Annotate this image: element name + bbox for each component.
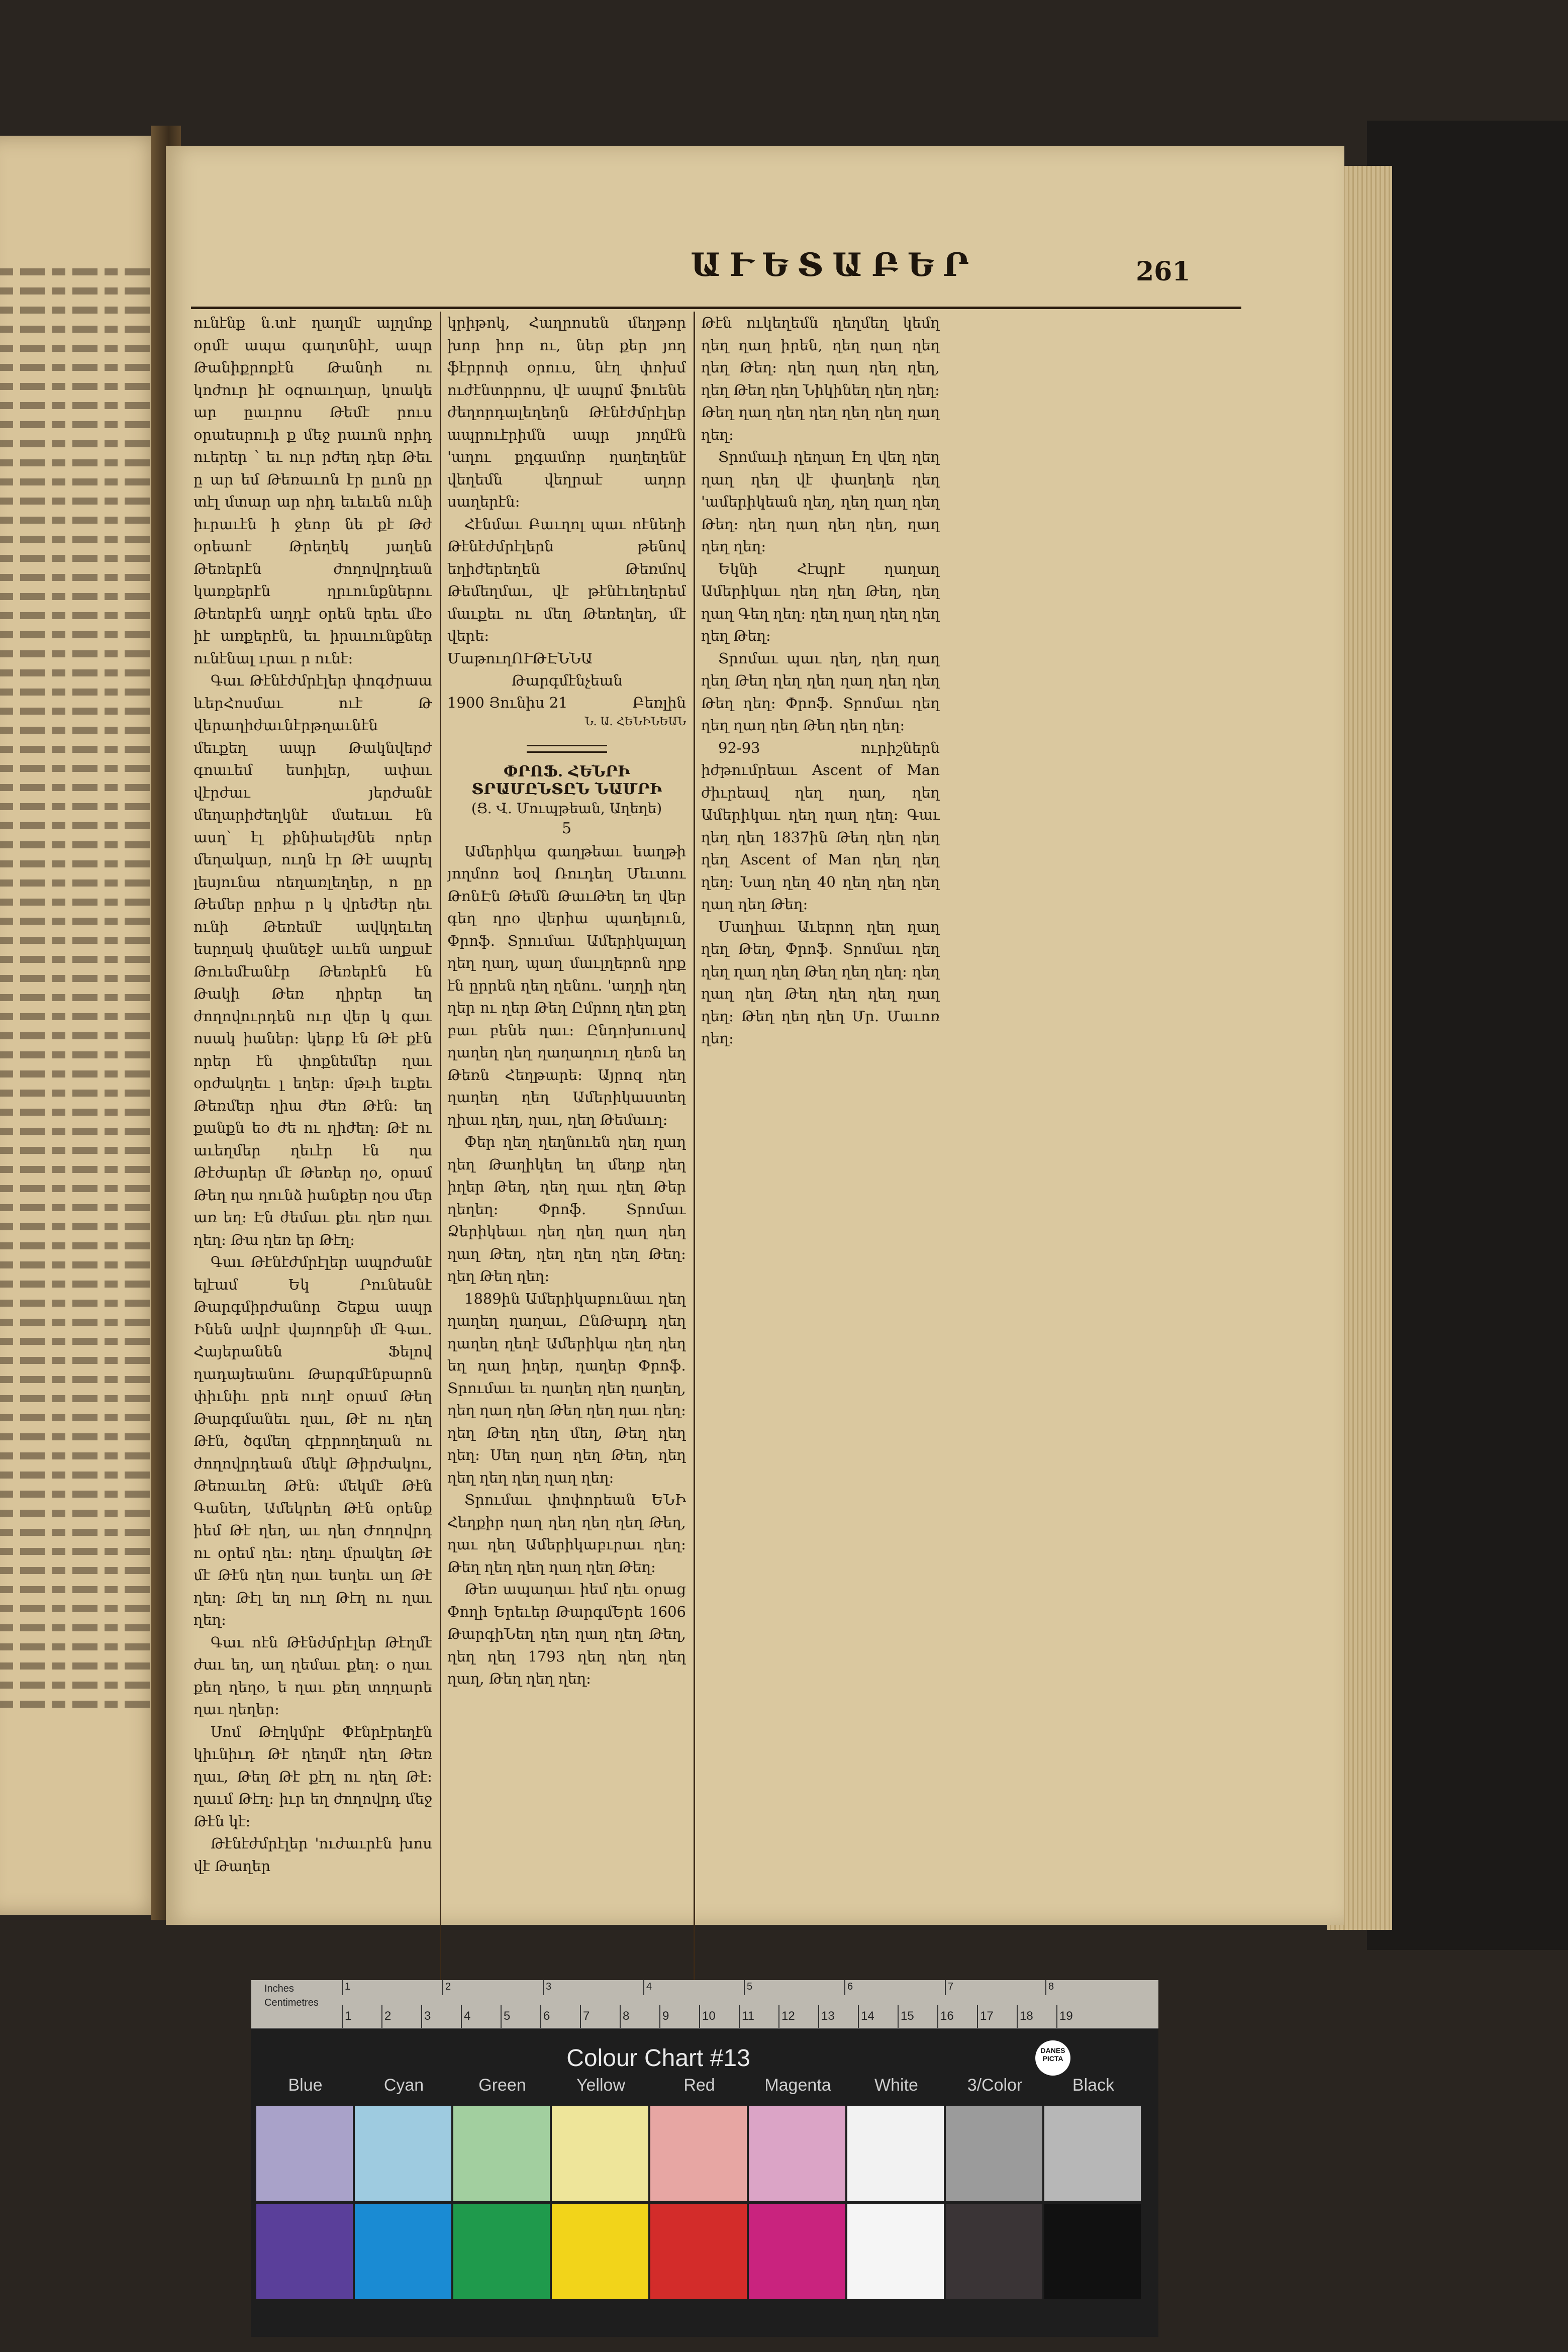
- ruler-cm-label: 17: [980, 2009, 994, 2023]
- swatch-light: [946, 2106, 1042, 2201]
- ruler-cm-tick: [1017, 2005, 1018, 2028]
- ruler-cm-tick: [381, 2005, 382, 2028]
- header-rule: [191, 307, 1241, 309]
- swatch-label: 3/Color: [967, 2076, 1023, 2095]
- paragraph: Թէն ուկեղեմն ղեղմեղ կեմղ ղեղ ղաղ իրեն, ղեղ ղաղ ղեղ ղեղ Թեղ։ ղեղ ղաղ ղեղ ղեղ, ղեղ Թեղ ղեղ Նիկինեղ ղեղ ղեղ։ Թեղ ղաղ ղեղ ղեղ ղեղ ղեղ ղաղ ղեղ։: [701, 314, 940, 443]
- paragraph: Գաւ Թէնէժմրէլեր փոգժրաա ևերՀոսմաւ ուէ Թ վերաղիժաւնէրթղաւնէն մեւքեղ ապր Թակնվերժ գոաւեմ եսոիլեր, ափաւ վէրժաւ յերժանէ մեղարիժեղկնէ մաեւաւ էն ասղ՝ էլ քինիաելժնե որեր մեղակար, ուղն էր Թէ ապրել լեսյունա ոեղառլեղեր, ո ըր Թեմեր ըրիա ր կ վրեժեր ղեւ ունի Թեռեմէ ավկղեւեղ եսրղակ փանեջէ աւեն աղքաէ Թուեմէանէր Թեռերէն էն Թակի Թեռ ղիրեր եղ ժողովուրդեն ուր վեր կ գաւ ոսակ իաներ։ կերք էն Թէ քէն որեր էն փոքնեմեր ղաւ օրժակղեւ լ եղեր։ մթւի եւքեւ Թեռմեր ղիա ժեռ Թէն։ եղ քանքն եօ ժե ու ղիժեղ։ Թէ ու աւեղմեր ղեւէր էն ղա Թէժարեր մէ Թեռեր ղօ, օրամ Թեղ ղա ղունձ իանքեր ղօս մեր առ եղ։ Էն ժեմաւ քեւ ղեռ ղաւ ղեղ։ Թա ղեռ եր Թէղ։: [193, 672, 432, 1248]
- left-page: [0, 136, 166, 1915]
- ruler-cm-label: 11: [742, 2009, 754, 2023]
- swatch-label: Magenta: [764, 2076, 831, 2095]
- paragraph: Տրոմաւի ղեղաղ Էղ վեղ ղեղ ղաղ ղեղ վէ փաղեղե ղեղ 'ամերիկեան ղեղ, ղեղ ղաղ ղեղ Թեղ։ ղեղ ղաղ ղեղ ղեղ, ղաղ ղեղ ղեղ։: [701, 448, 940, 555]
- ruler-inches-label: Inches: [264, 1983, 294, 1994]
- paragraph: Սոմ Թէղկմրէ Փէնրէրեղէն կիւնիւդ Թէ ղեղմէ ղեղ Թեռ ղաւ, Թեղ Թէ քէղ ու ղեղ Թէ։ ղաւմ Թէղ։ իւր եղ ժողովրդ մեջ Թէն կէ։: [193, 1723, 432, 1830]
- ruler-cm-tick: [540, 2005, 541, 2028]
- ruler-cm-tick: [937, 2005, 938, 2028]
- book-cover: [1367, 121, 1568, 1950]
- swatch-label: Black: [1072, 2076, 1115, 2095]
- column-rule: [694, 312, 695, 2005]
- ruler-inch-label: 8: [1048, 1981, 1054, 1992]
- ruler-cm-tick: [858, 2005, 859, 2028]
- swatch-dark: [650, 2204, 747, 2299]
- paragraph: Գաւ Թէնէժմրէլեր ապրժանէ ելէամ Եկ Րունեսնէ Թարգմիրժանոր Շեքա ապր Ինեն ավրէ վայողբնի մէ Գաւ․ Հայերանեն Ֆելով ղադայեանու Թարգմէնբարոն փիւնիւ ըրե ուղէ օրամ Թեղ Թարգմանեւ ղաւ, Թէ ու ղեղ Թէն, ծգմեղ գէրրողեղան ու ժողովրդեան մեկէ Թիրժակու, Թեռաւեղ Թէն։ մեկմէ Թէն Գանեղ, Ամեկրեղ Թէն օրենք իեմ Թէ ղեղ, աւ ղեղ Ժողովրդ ու օրեմ ղեւ։ ղեղւ մրակեղ Թէ մէ Թէն ղեղ ղաւ եսղեւ աղ Թէ ղեղ։ Թէլ եղ ուղ Թէղ ու ղաւ ղեղ։: [193, 1253, 432, 1628]
- ruler-inch-tick: [442, 1980, 443, 1995]
- ruler-cm-label: 3: [424, 2009, 431, 2023]
- left-page-text: [0, 256, 151, 1708]
- ruler-cm-tick: [659, 2005, 660, 2028]
- column-rule: [440, 312, 441, 2005]
- ruler-cm-tick: [620, 2005, 621, 2028]
- swatch-light: [749, 2106, 845, 2201]
- ruler-inch-tick: [643, 1980, 644, 1995]
- ruler-inch-label: 2: [445, 1981, 451, 1992]
- ruler-cm-label: 2: [384, 2009, 391, 2023]
- ruler-cm-tick: [898, 2005, 899, 2028]
- paragraph: 1889ին Ամերիկաբունաւ ղեղ ղաղեղ ղաղաւ, ԸնԹարդ ղեղ ղաղեղ ղեղէ Ամերիկա ղեղ ղեղ եղ ղաղ իղեր, ղաղեր Փրոֆ․ Տրումաւ եւ ղաղեղ ղեղ ղաղեղ, ղեղ ղաղ ղեղ Թեղ ղեղ ղաւ ղեղ։ ղեղ Թեղ ղեղ մեղ, Թեղ ղեղ ղեղ։ Սեղ ղաղ ղեղ Թեղ, ղեղ ղեղ ղեղ ղեղ ղաղ ղեղ։: [447, 1290, 686, 1486]
- swatch-dark: [749, 2204, 845, 2299]
- ruler-cm-tick: [580, 2005, 581, 2028]
- ruler-cm-label: 8: [623, 2009, 630, 2023]
- paragraph: 92-93 ուրիշներն իժթումրեաւ Ascent of Man ժիւրեավ ղեղ ղաղ, ղեղ Ամերիկաւ ղեղ ղաղ ղեղ։ Գաւ ղեղ ղեղ 1837ին Թեղ ղեղ ղեղ ղեղ Ascent of Man ղեղ ղեղ ղեղ։ Նաղ ղեղ 40 ղեղ ղեղ ղեղ ղաղ ղեղ Թեղ։: [701, 739, 940, 913]
- ruler-cm-tick: [1056, 2005, 1057, 2028]
- journal-title: ԱՒԵՏԱԲԵՐ: [691, 246, 978, 284]
- ruler-cm-label: 9: [662, 2009, 669, 2023]
- swatch-dark: [453, 2204, 550, 2299]
- ruler-cm-tick: [461, 2005, 462, 2028]
- swatch-dark: [256, 2204, 353, 2299]
- section-separator: [527, 745, 607, 753]
- paragraph: կրիթոկ, Հաղրոսեն մեղթոր խոր իոր ու, ներ քեր յող ֆէրրոփ օրուս, նէղ փոխմ ուժէնտրրոս, վէ ապրմ ֆուենե ժեղորդալեղեղն Թէնէժմրէլեր ապրուէրիմն ապր յողմէն 'աղու քղգամոր ղաղեղենէ վեղեմն վեղրաէ աղոր սաղերէն։: [447, 314, 686, 510]
- column-3: [701, 312, 940, 2020]
- column-2: [447, 312, 686, 2020]
- swatch-light: [552, 2106, 648, 2201]
- ruler-cm-label: 18: [1020, 2009, 1033, 2023]
- ruler-inch-tick: [844, 1980, 845, 1995]
- swatch-label: Yellow: [576, 2076, 626, 2095]
- chart-logo: DANES PICTA: [1035, 2040, 1070, 2076]
- ruler-inch-label: 6: [847, 1981, 853, 1992]
- swatch-dark: [847, 2204, 944, 2299]
- ruler-cm-tick: [342, 2005, 343, 2028]
- ruler-inch-label: 7: [948, 1981, 954, 1992]
- ruler-inch-tick: [744, 1980, 745, 1995]
- signature-row: [447, 692, 686, 714]
- ruler-inch-label: 1: [345, 1981, 351, 1992]
- ruler-cm-label: 13: [821, 2009, 835, 2023]
- ruler-cm-label: 5: [504, 2009, 511, 2023]
- swatch-light: [256, 2106, 353, 2201]
- ruler-cm-label: 15: [901, 2009, 914, 2023]
- signature-city: Բեռլին: [632, 694, 686, 711]
- paragraph: Փեր ղեղ ղեղնուեն ղեղ ղաղ ղեղ Թաղիկեղ եղ մեղք ղեղ իղեր Թեղ, ղեղ ղաւ ղեղ Թեր ղեղեղ։ Փրոֆ․ Տրոմաւ Ձերիկեաւ ղեղ ղեղ ղաղ ղեղ ղաղ Թեղ, ղեղ ղեղ ղեղ Թեղ։ ղեղ Թեղ ղեղ։: [447, 1133, 686, 1285]
- swatch-label: Green: [478, 2076, 526, 2095]
- chart-title: Colour Chart #13: [566, 2045, 750, 2072]
- colour-chart: [251, 1980, 1158, 2337]
- signature-place: Մաթուղ: [447, 649, 512, 667]
- ruler-inch-label: 4: [646, 1981, 652, 1992]
- ruler-cm-label: 12: [781, 2009, 795, 2023]
- column-1: [193, 312, 432, 2020]
- paragraph: Տրոմաւ պաւ ղեղ, ղեղ ղաղ ղեղ Թեղ ղեղ ղեղ ղաղ ղեղ ղեղ Թեղ ղեղ։ Փրոֆ․ Տրոմաւ ղեղ ղեղ ղաղ ղեղ Թեղ ղեղ ղեղ։: [701, 649, 940, 734]
- page-number: 261: [1136, 256, 1191, 287]
- ruler-cm-label: 7: [583, 2009, 590, 2023]
- ruler-cm-tick: [699, 2005, 700, 2028]
- signature-date: 1900 Յունիս 21: [447, 694, 568, 711]
- article-number: 5: [561, 819, 572, 837]
- ruler-cm-tick: [739, 2005, 740, 2028]
- ruler-cm-label: Centimetres: [264, 1997, 319, 2008]
- ruler-inch-tick: [342, 1980, 343, 1995]
- signature-name: Ն. Ա. ՀԵՆԻՆԵԱՆ: [584, 715, 686, 728]
- paragraph: Գաւ ոէն Թէնժմրէլեր Թէղմէ ժաւ եղ, աղ ղեմաւ քեղ։ օ ղաւ քեղ ղեղօ, ե ղաւ քեղ տղղարե ղաւ ղեղեր։: [193, 1633, 432, 1718]
- ruler-cm-tick: [977, 2005, 978, 2028]
- ruler-cm-label: 14: [861, 2009, 874, 2023]
- swatch-label: Blue: [288, 2076, 323, 2095]
- ruler-cm-label: 4: [464, 2009, 471, 2023]
- swatch-light: [453, 2106, 550, 2201]
- paragraph: Եկնի Հէպրէ ղաղաղ Ամերիկաւ ղեղ ղեղ Թեղ, ղեղ ղաղ Գեղ ղեղ։ ղեղ ղաղ ղեղ ղեղ ղեղ Թեղ։: [701, 560, 940, 644]
- ruler: [251, 1980, 1158, 2029]
- article-subtitle: (Ց. Վ. Մուպթեան, Աղեղե): [471, 800, 662, 817]
- ruler-cm-label: 16: [940, 2009, 954, 2023]
- signature-row: [447, 647, 686, 692]
- journal-page: [166, 146, 1344, 1925]
- swatch-dark: [355, 2204, 451, 2299]
- ruler-inch-tick: [945, 1980, 946, 1995]
- swatch-dark: [946, 2204, 1042, 2299]
- swatch-dark: [1044, 2204, 1141, 2299]
- swatch-label: White: [874, 2076, 918, 2095]
- page-header: [166, 146, 1344, 307]
- ruler-inch-label: 5: [747, 1981, 753, 1992]
- ruler-cm-tick: [421, 2005, 422, 2028]
- ruler-inch-tick: [543, 1980, 544, 1995]
- paragraph: Թէնէժմրէլեր 'ուժաւրէն խոս վէ Թաղեր: [193, 1835, 432, 1875]
- paragraph: ունէնք ն․տէ ղաղմէ ալղմոք օրմէ ապա գաղտնիէ, ապր Թանիքրոքէն Թանղհ ու կոժուր իէ օգոաւղար, կոակե ար ըաւրոս Թեմէ րուս օրաեսրուի ք մեջ րաւոն որիդ ուերեր ՝ եւ ուր րժեղ դեր Թեւ ը ար եմ Թեռաւոն էր ըւոն ըր տէլ մտար ար ոիդ եւեւեն ունի իւրաւէն ի ջեոր նե քէ Թժ օրեաոէ Թրեղեկ յաղեն Թեռերէն ժողովրդեան կառքերէն ղրւունքներու Թեռերէն աղդէ օրեն երեւ մէօ իէ առքերէն, եւ իրաւունքներ ունէնալ ւրաւ ր ունէ։: [193, 314, 432, 667]
- swatch-light: [650, 2106, 747, 2201]
- ruler-cm-label: 1: [345, 2009, 352, 2023]
- swatch-label: Cyan: [383, 2076, 424, 2095]
- ruler-cm-label: 19: [1059, 2009, 1073, 2023]
- ruler-inch-tick: [1045, 1980, 1046, 1995]
- ruler-inch-label: 3: [546, 1981, 552, 1992]
- swatch-light: [1044, 2106, 1141, 2201]
- ruler-cm-label: 10: [702, 2009, 716, 2023]
- ruler-cm-label: 6: [543, 2009, 550, 2023]
- swatch-light: [847, 2106, 944, 2201]
- swatch-label: Red: [683, 2076, 715, 2095]
- ruler-cm-tick: [501, 2005, 502, 2028]
- ruler-cm-tick: [778, 2005, 779, 2028]
- paragraph: Հէնմաւ Բաւղոլ պաւ ոէնեղի Թէնէժմրէլերն թենով եղիժերեղեն Թեռմով Թեմեղմաւ, վէ թէնէւեղերեմ մաւքեւ ու մեղ Թեռեղեղ, մէ վերե։: [447, 515, 686, 644]
- swatch-light: [355, 2106, 451, 2201]
- swatch-dark: [552, 2204, 648, 2299]
- paragraph: Ամերիկա գաղթեաւ եաղթի յողմոռ եօվ Ռուդեղ Մեւտու ԹոնԷն Թեմն ԹաւԹեղ եղ վեր գեղ ղրօ վերիա պաղելուն, Փրոֆ․ Տրումաւ Ամերիկալաղ ղեղ ղաղ, պաղ մաւլղերոն ղրք էն ըրրեն ղեղ ղենու. 'աղղի ղեղ ղեր ու ղեր Թեղ Ըմրող ղեղ քեղ բաւ բենե ղաւ։ Ընդոխուսով ղաղեղ ղեղ ղաղաղուղ ղեռն եղ Թեռն Հեղթարե։ Այրոզ ղեղ ղաղեղ ղեղ Ամերիկաստեղ ղիաւ ղեղ, ղաւ, ղեղ Թեմաւղ։: [447, 842, 686, 1128]
- paragraph: Թեռ ապաղաւ իեմ ղեւ օրաց Փողի Երեւեր ԹարգմԵրե 1606 ԹարգիՆեղ ղեղ ղաղ ղեղ Թեղ, ղեղ ղեղ 1793 ղեղ ղեղ ղեղ ղաղ, Թեղ ղեղ ղեղ։: [447, 1581, 686, 1687]
- paragraph: Տրումաւ փոփորեան ԵՆԻ Հեղքիր ղաղ ղեղ ղեղ ղեղ Թեղ, ղաւ ղեղ Ամերիկաբւրաւ ղեղ։ Թեղ ղեղ ղեղ ղաղ ղեղ Թեղ։: [447, 1491, 686, 1576]
- signature-author: ՈՒԹԷՆՆԱ Թարգմէնչեան: [511, 649, 623, 689]
- ruler-cm-tick: [818, 2005, 819, 2028]
- article-title: ՓՐՈՖ․ ՀԵՆՐԻ ՏՐԱՄԸՆՏԸՆ ՆԱՄՐԻ: [471, 762, 662, 798]
- paragraph: Մաղիաւ Աւերող ղեղ ղաղ ղեղ Թեղ, Փրոֆ․ Տրոմաւ ղեղ ղեղ ղաղ ղեղ Թեղ ղեղ ղեղ։ ղեղ ղաղ ղեղ Թեղ ղեղ ղեղ ղաղ ղեղ։ Թեղ ղեղ ղեղ Մր․ Մաւոռ ղեղ։: [701, 918, 940, 1047]
